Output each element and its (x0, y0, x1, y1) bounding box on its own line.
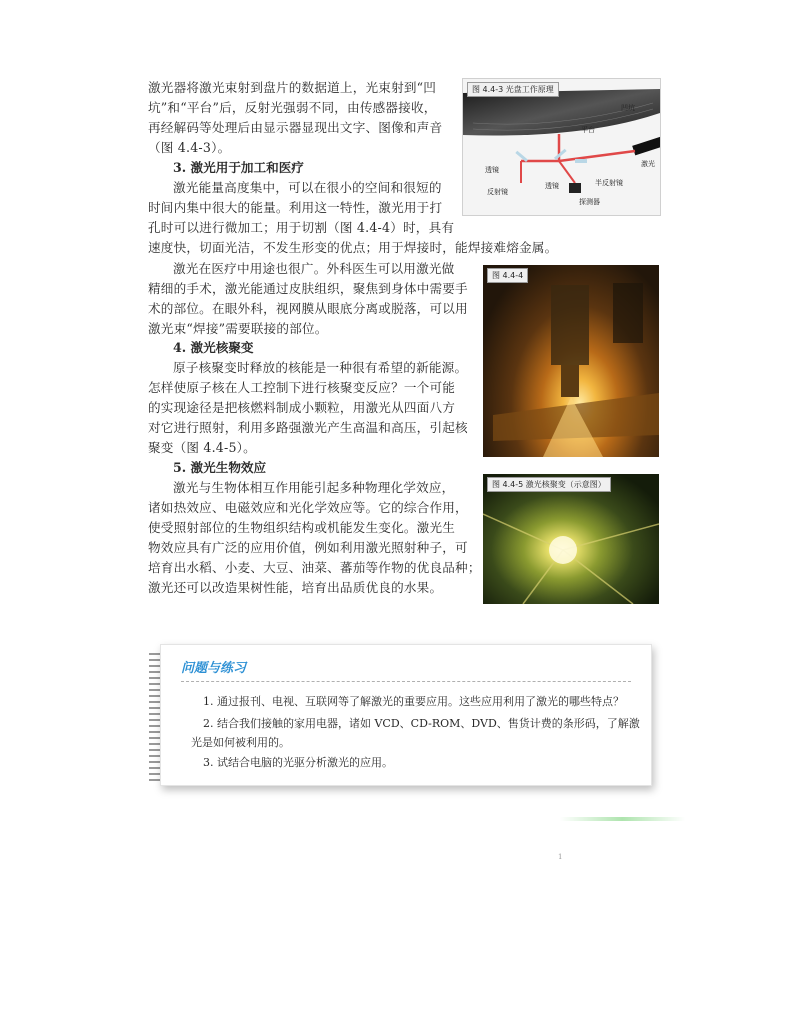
text-line: 激光能量高度集中，可以在很小的空间和很短的 (173, 180, 442, 195)
text-line: 聚变（图 4.4-5）。 (148, 440, 256, 455)
label-pit: 凹坑 (621, 104, 635, 112)
label-half-mirror: 半反射镜 (595, 179, 623, 187)
laser-beam (559, 151, 635, 161)
text-line: 对它进行照射，利用多路强激光产生高温和高压，引起核 (148, 420, 468, 435)
text-line: 诸如热效应、电磁效应和光化学效应等。它的综合作用， (148, 500, 468, 515)
exercise-divider (181, 681, 631, 682)
exercise-title: 问题与练习 (181, 661, 247, 676)
paragraph-bio-effect (148, 478, 481, 598)
text-line: 术的部位。在眼外科，视网膜从眼底分离或脱落，可以用 (148, 301, 468, 316)
figure-laser-fusion (483, 474, 659, 604)
text-line: （图 4.4-3）。 (148, 140, 231, 155)
exercise-item: 1. 通过报刊、电视、互联网等了解激光的重要应用。这些应用利用了激光的哪些特点？ (203, 695, 624, 708)
text-line: 物效应具有广泛的应用价值，例如利用激光照射种子，可 (148, 540, 468, 555)
text-line: 孔时可以进行微加工；用于切割（图 4.4-4）时，具有 (148, 220, 455, 235)
section-heading-bio-effect: 5. 激光生物效应 (173, 460, 267, 475)
exercise-item: 光是如何被利用的。 (191, 736, 290, 749)
laser-head (632, 137, 660, 156)
paragraph-disc-reading (148, 78, 442, 158)
label-platform: 平台 (581, 126, 595, 134)
text-line: 速度快，切面光洁，不发生形变的优点；用于焊接时，能焊接难熔金属。 (148, 240, 558, 255)
exercise-item: 2. 结合我们接触的家用电器，诸如 VCD、CD-ROM、DVD、售货计费的条形码，了解激 (203, 717, 640, 730)
text-line: 激光器将激光束射到盘片的数据道上，光束射到“凹 (148, 80, 437, 95)
text-line: 原子核聚变时释放的核能是一种很有希望的新能源。 (173, 360, 468, 375)
text-line: 的实现途径是把核燃料制成小颗粒，用激光从四面八方 (148, 400, 456, 415)
exercise-item: 3. 试结合电脑的光驱分析激光的应用。 (203, 756, 393, 769)
text-line: 怎样使原子核在人工控制下进行核聚变反应？一个可能 (148, 380, 456, 395)
exercise-box (160, 644, 652, 786)
lens (575, 159, 587, 163)
text-line: 使受照射部位的生物组织结构或机能发生变化。激光生 (148, 520, 456, 535)
text-line: 坑”和“平台”后，反射光强弱不同，由传感器接收， (148, 100, 437, 115)
text-line: 再经解码等处理后由显示器显现出文字、图像和声音 (148, 120, 443, 135)
label-lens: 透镜 (485, 166, 499, 174)
section-heading-processing-medical: 3. 激光用于加工和医疗 (173, 160, 304, 175)
label-mirror: 反射镜 (487, 188, 508, 196)
fusion-scene (483, 474, 659, 604)
figure-caption: 图 4.4-4 (487, 268, 528, 283)
paragraph-nuclear-fusion (148, 358, 468, 458)
text-line: 时间内集中很大的能量。利用这一特性，激光用于打 (148, 200, 443, 215)
text-line: 培育出水稻、小麦、大豆、油菜、蕃茄等作物的优良品种； (148, 560, 481, 575)
paragraph-laser-medical (148, 259, 468, 339)
text-line: 精细的手术，激光能通过皮肤组织，聚焦到身体中需要手 (148, 281, 468, 296)
half-mirror (554, 149, 567, 160)
figure-laser-cutting (483, 265, 659, 457)
figure-caption: 图 4.4-5 激光核聚变（示意图） (487, 477, 611, 492)
page-number: 1 (558, 853, 563, 861)
text-line: 激光还可以改造果树性能，培育出品质优良的水果。 (148, 580, 443, 595)
decorative-bar (560, 817, 685, 821)
label-lens-2: 透镜 (545, 182, 559, 190)
text-line: 激光束“焊接”需要联接的部位。 (148, 321, 328, 336)
text-line: 激光与生物体相互作用能引起多种物理化学效应， (173, 480, 455, 495)
label-detector: 探测器 (579, 198, 600, 206)
cutting-scene (483, 265, 659, 457)
section-heading-nuclear-fusion: 4. 激光核聚变 (173, 340, 254, 355)
detector (569, 183, 581, 193)
text-line: 激光在医疗中用途也很广。外科医生可以用激光做 (173, 261, 455, 276)
figure-caption: 图 4.4-3 光盘工作原理 (467, 82, 559, 97)
label-laser: 激光 (641, 160, 655, 168)
figure-disc-principle (462, 78, 661, 216)
